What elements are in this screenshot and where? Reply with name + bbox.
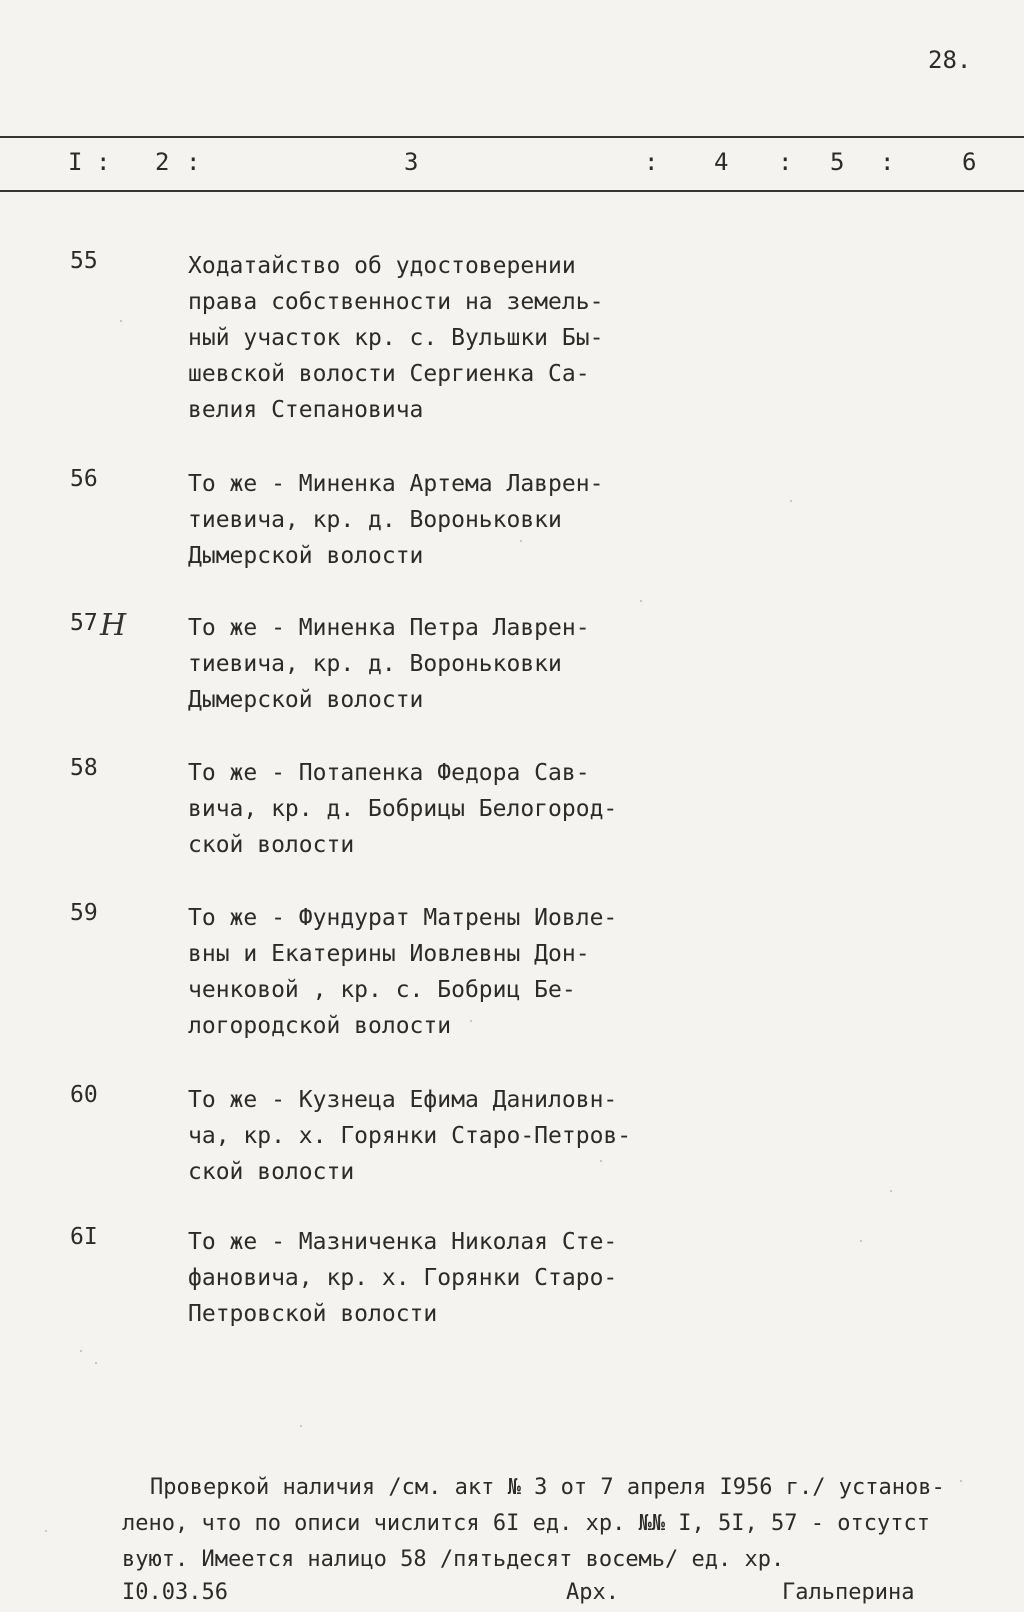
entry-line: тиевича, кр. д. Вороньковки xyxy=(188,507,562,533)
entry-line: Ходатайство об удостоверении xyxy=(188,253,576,279)
entry-line: вича, кр. д. Бобрицы Белогород- xyxy=(188,796,618,822)
entry-number: 56 xyxy=(70,466,98,492)
paper-speck xyxy=(640,600,642,602)
entry-line: ской волости xyxy=(188,1159,355,1185)
column-separator: : xyxy=(186,148,201,176)
entry-line: фановича, кр. х. Горянки Старо- xyxy=(188,1265,618,1291)
column-header: 5 xyxy=(830,148,845,176)
entry-description xyxy=(188,1082,658,1190)
signoff-name: Гальперина xyxy=(782,1580,915,1605)
header-rule-top xyxy=(0,136,1024,138)
entry-line: То же - Миненка Артема Лаврен- xyxy=(188,471,604,497)
column-separator: : xyxy=(880,148,895,176)
paper-speck xyxy=(890,1190,892,1192)
header-rule-bottom xyxy=(0,190,1024,192)
column-header: I xyxy=(68,148,83,176)
entry-line: То же - Фундурат Матрены Иовле- xyxy=(188,905,618,931)
entry-line: ской волости xyxy=(188,832,355,858)
paper-speck xyxy=(600,1160,602,1162)
column-header: 6 xyxy=(962,148,977,176)
column-header: 3 xyxy=(404,148,419,176)
column-header: 4 xyxy=(714,148,729,176)
verification-line: вуют. Имеется налицо 58 /пятьдесят восемь/ ед. хр. xyxy=(122,1547,785,1572)
entry-line: шевской волости Сергиенка Са- xyxy=(188,361,590,387)
paper-speck xyxy=(95,1362,97,1364)
entry-line: ченковой , кр. с. Бобриц Бе- xyxy=(188,977,576,1003)
paper-speck xyxy=(960,1480,962,1482)
entry-line: ча, кр. х. Горянки Старо-Петров- xyxy=(188,1123,632,1149)
entry-line: логородской волости xyxy=(188,1013,452,1039)
entry-line: тиевича, кр. д. Вороньковки xyxy=(188,651,562,677)
paper-speck xyxy=(80,1350,82,1352)
signoff-role: Арх. xyxy=(566,1580,619,1605)
handwritten-mark: Н xyxy=(100,608,127,643)
entry-description xyxy=(188,1224,658,1332)
entry-number: 6I xyxy=(70,1224,98,1250)
entry-number: 57 xyxy=(70,610,98,636)
entry-line: То же - Кузнеца Ефима Даниловн- xyxy=(188,1087,618,1113)
paper-speck xyxy=(120,320,122,322)
verification-line: лено, что по описи числится 6I ед. хр. №№ I, 5I, 57 - отсутст xyxy=(122,1511,930,1536)
column-header: 2 xyxy=(155,148,170,176)
entry-number: 55 xyxy=(70,248,98,274)
entry-line: ный участок кр. с. Вульшки Бы- xyxy=(188,325,604,351)
entry-description xyxy=(188,610,658,718)
entry-line: права собственности на земель- xyxy=(188,289,604,315)
column-separator: : xyxy=(778,148,793,176)
paper-speck xyxy=(470,1020,472,1022)
column-separator: : xyxy=(96,148,111,176)
entry-line: То же - Потапенка Федора Сав- xyxy=(188,760,590,786)
paper-speck xyxy=(45,1530,47,1532)
page-number: 28. xyxy=(928,46,972,74)
paper-speck xyxy=(300,1425,302,1427)
entry-line: То же - Миненка Петра Лаврен- xyxy=(188,615,590,641)
entry-line: Дымерской волости xyxy=(188,543,424,569)
verification-line: Проверкой наличия /см. акт № 3 от 7 апреля I956 г./ установ- xyxy=(150,1475,945,1500)
entry-line: Дымерской волости xyxy=(188,687,424,713)
entry-number: 59 xyxy=(70,900,98,926)
paper-speck xyxy=(520,540,522,542)
entry-description xyxy=(188,755,658,863)
paper-speck xyxy=(860,1240,862,1242)
entry-number: 58 xyxy=(70,755,98,781)
entry-description xyxy=(188,900,658,1044)
entry-line: велия Степановича xyxy=(188,397,424,423)
entry-description xyxy=(188,248,658,428)
signoff-date: I0.03.56 xyxy=(122,1580,228,1605)
paper-speck xyxy=(790,500,792,502)
entry-number: 60 xyxy=(70,1082,98,1108)
entry-line: Петровской волости xyxy=(188,1301,438,1327)
entry-line: вны и Екатерины Иовлевны Дон- xyxy=(188,941,590,967)
verification-note xyxy=(122,1470,945,1578)
entry-description xyxy=(188,466,658,574)
column-separator: : xyxy=(644,148,659,176)
entry-line: То же - Мазниченка Николая Сте- xyxy=(188,1229,618,1255)
